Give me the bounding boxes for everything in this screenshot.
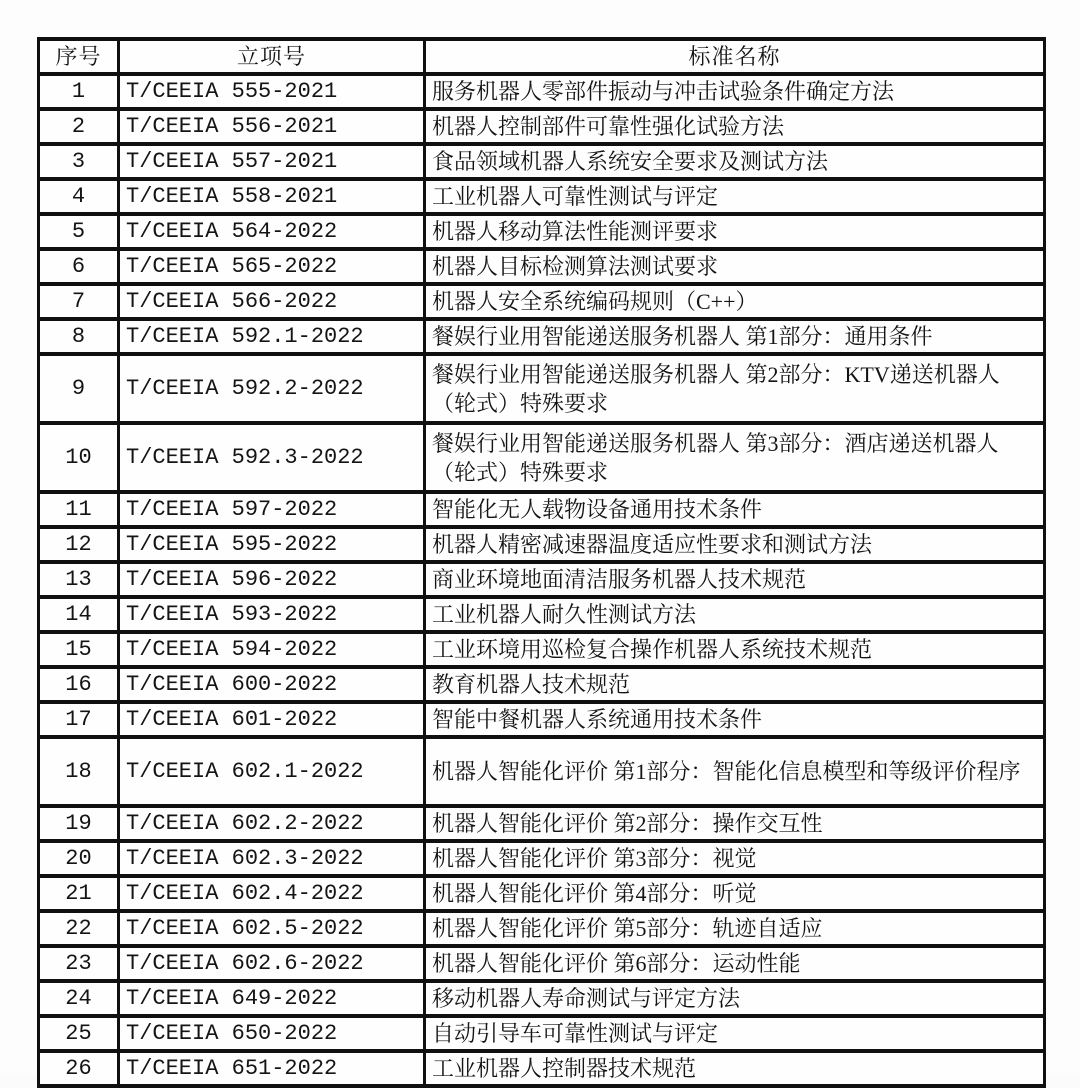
project-number-cell: T/CEEIA 597-2022 <box>119 492 425 527</box>
serial-number-cell: 1 <box>39 74 119 109</box>
table-row <box>39 702 1045 737</box>
table-row <box>39 179 1045 214</box>
table-row <box>39 876 1045 911</box>
table-row <box>39 667 1045 702</box>
project-number-cell: T/CEEIA 592.2-2022 <box>119 354 425 423</box>
table-row <box>39 981 1045 1016</box>
serial-number-cell: 15 <box>39 632 119 667</box>
standard-name-cell: 工业机器人控制器技术规范 <box>425 1051 1045 1086</box>
standard-name-cell: 工业机器人耐久性测试方法 <box>425 597 1045 632</box>
project-number-cell: T/CEEIA 565-2022 <box>119 249 425 284</box>
project-number-cell: T/CEEIA 602.4-2022 <box>119 876 425 911</box>
serial-number-cell: 2 <box>39 109 119 144</box>
table-header <box>39 39 1045 74</box>
table-row <box>39 911 1045 946</box>
standard-name-cell: 机器人智能化评价 第3部分：视觉 <box>425 841 1045 876</box>
serial-number-cell: 7 <box>39 284 119 319</box>
standard-name-cell: 食品领域机器人系统安全要求及测试方法 <box>425 144 1045 179</box>
project-number-cell: T/CEEIA 649-2022 <box>119 981 425 1016</box>
table-row <box>39 319 1045 354</box>
table-row <box>39 597 1045 632</box>
serial-number-cell: 23 <box>39 946 119 981</box>
standards-table <box>37 37 1046 1088</box>
project-number-cell: T/CEEIA 602.5-2022 <box>119 911 425 946</box>
serial-number-cell: 14 <box>39 597 119 632</box>
serial-number-cell: 8 <box>39 319 119 354</box>
col-header-project-number: 立项号 <box>119 39 425 74</box>
serial-number-cell: 19 <box>39 806 119 841</box>
table-row <box>39 562 1045 597</box>
project-number-cell: T/CEEIA 600-2022 <box>119 667 425 702</box>
standard-name-cell: 移动机器人寿命测试与评定方法 <box>425 981 1045 1016</box>
col-header-standard-name: 标准名称 <box>425 39 1045 74</box>
table-row <box>39 632 1045 667</box>
serial-number-cell: 10 <box>39 423 119 492</box>
project-number-cell: T/CEEIA 555-2021 <box>119 74 425 109</box>
project-number-cell: T/CEEIA 650-2022 <box>119 1016 425 1051</box>
standard-name-cell: 机器人控制部件可靠性强化试验方法 <box>425 109 1045 144</box>
header-row <box>39 39 1045 74</box>
standard-name-cell: 餐娱行业用智能递送服务机器人 第3部分：酒店递送机器人（轮式）特殊要求 <box>425 423 1045 492</box>
serial-number-cell: 13 <box>39 562 119 597</box>
project-number-cell: T/CEEIA 592.3-2022 <box>119 423 425 492</box>
standard-name-cell: 服务机器人零部件振动与冲击试验条件确定方法 <box>425 74 1045 109</box>
standard-name-cell: 机器人智能化评价 第5部分：轨迹自适应 <box>425 911 1045 946</box>
serial-number-cell: 4 <box>39 179 119 214</box>
serial-number-cell: 6 <box>39 249 119 284</box>
serial-number-cell: 12 <box>39 527 119 562</box>
project-number-cell: T/CEEIA 556-2021 <box>119 109 425 144</box>
standard-name-cell: 机器人智能化评价 第1部分：智能化信息模型和等级评价程序 <box>425 737 1045 806</box>
table-row <box>39 527 1045 562</box>
table-row <box>39 74 1045 109</box>
standard-name-cell: 机器人安全系统编码规则（C++） <box>425 284 1045 319</box>
project-number-cell: T/CEEIA 601-2022 <box>119 702 425 737</box>
project-number-cell: T/CEEIA 602.3-2022 <box>119 841 425 876</box>
serial-number-cell: 16 <box>39 667 119 702</box>
table-row <box>39 284 1045 319</box>
project-number-cell: T/CEEIA 651-2022 <box>119 1051 425 1086</box>
project-number-cell: T/CEEIA 595-2022 <box>119 527 425 562</box>
project-number-cell: T/CEEIA 602.1-2022 <box>119 737 425 806</box>
serial-number-cell: 17 <box>39 702 119 737</box>
serial-number-cell: 18 <box>39 737 119 806</box>
col-header-serial-number: 序号 <box>39 39 119 74</box>
standard-name-cell: 机器人移动算法性能测评要求 <box>425 214 1045 249</box>
project-number-cell: T/CEEIA 602.6-2022 <box>119 946 425 981</box>
serial-number-cell: 24 <box>39 981 119 1016</box>
project-number-cell: T/CEEIA 566-2022 <box>119 284 425 319</box>
standard-name-cell: 教育机器人技术规范 <box>425 667 1045 702</box>
serial-number-cell: 9 <box>39 354 119 423</box>
standard-name-cell: 餐娱行业用智能递送服务机器人 第1部分：通用条件 <box>425 319 1045 354</box>
project-number-cell: T/CEEIA 564-2022 <box>119 214 425 249</box>
project-number-cell: T/CEEIA 596-2022 <box>119 562 425 597</box>
standard-name-cell: 商业环境地面清洁服务机器人技术规范 <box>425 562 1045 597</box>
standard-name-cell: 智能化无人载物设备通用技术条件 <box>425 492 1045 527</box>
table-row <box>39 423 1045 492</box>
table-row <box>39 492 1045 527</box>
standard-name-cell: 机器人智能化评价 第4部分：听觉 <box>425 876 1045 911</box>
table-body <box>39 74 1045 1086</box>
standard-name-cell: 自动引导车可靠性测试与评定 <box>425 1016 1045 1051</box>
table-row <box>39 109 1045 144</box>
serial-number-cell: 20 <box>39 841 119 876</box>
table-row <box>39 841 1045 876</box>
standard-name-cell: 机器人智能化评价 第2部分：操作交互性 <box>425 806 1045 841</box>
table-row <box>39 144 1045 179</box>
table-row <box>39 737 1045 806</box>
table-row <box>39 806 1045 841</box>
standard-name-cell: 智能中餐机器人系统通用技术条件 <box>425 702 1045 737</box>
project-number-cell: T/CEEIA 558-2021 <box>119 179 425 214</box>
project-number-cell: T/CEEIA 602.2-2022 <box>119 806 425 841</box>
serial-number-cell: 21 <box>39 876 119 911</box>
table-row <box>39 214 1045 249</box>
table-row <box>39 249 1045 284</box>
serial-number-cell: 11 <box>39 492 119 527</box>
serial-number-cell: 25 <box>39 1016 119 1051</box>
standard-name-cell: 餐娱行业用智能递送服务机器人 第2部分：KTV递送机器人（轮式）特殊要求 <box>425 354 1045 423</box>
table-row <box>39 1051 1045 1086</box>
standard-name-cell: 机器人精密减速器温度适应性要求和测试方法 <box>425 527 1045 562</box>
serial-number-cell: 5 <box>39 214 119 249</box>
table-row <box>39 354 1045 423</box>
table-row <box>39 1016 1045 1051</box>
project-number-cell: T/CEEIA 557-2021 <box>119 144 425 179</box>
standard-name-cell: 工业环境用巡检复合操作机器人系统技术规范 <box>425 632 1045 667</box>
standard-name-cell: 工业机器人可靠性测试与评定 <box>425 179 1045 214</box>
serial-number-cell: 26 <box>39 1051 119 1086</box>
standard-name-cell: 机器人智能化评价 第6部分：运动性能 <box>425 946 1045 981</box>
project-number-cell: T/CEEIA 593-2022 <box>119 597 425 632</box>
standard-name-cell: 机器人目标检测算法测试要求 <box>425 249 1045 284</box>
table-row <box>39 946 1045 981</box>
project-number-cell: T/CEEIA 592.1-2022 <box>119 319 425 354</box>
serial-number-cell: 22 <box>39 911 119 946</box>
serial-number-cell: 3 <box>39 144 119 179</box>
project-number-cell: T/CEEIA 594-2022 <box>119 632 425 667</box>
